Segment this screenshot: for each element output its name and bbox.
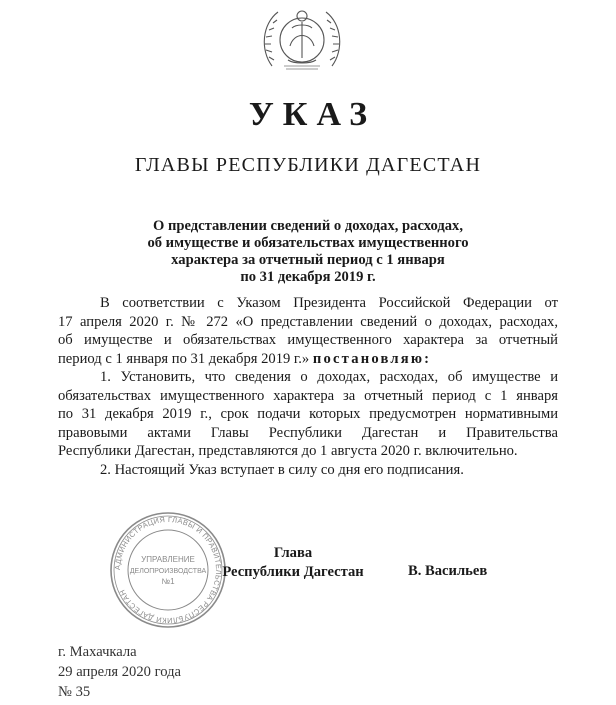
heading-line: О представлении сведений о доходах, расходах, <box>152 218 463 234</box>
item-1-line: 1. Установить, что сведения о доходах, расходах, об имуществе и <box>100 369 558 385</box>
coat-of-arms-emblem <box>254 2 350 74</box>
item-1-line: правовыми актами Главы Республики Дагестан и Правительства <box>58 424 558 441</box>
preamble-line-last <box>58 350 558 369</box>
seal-outer-text: АДМИНИСТРАЦИЯ ГЛАВЫ И ПРАВИТЕЛЬСТВА РЕСПУБЛИКИ ДАГЕСТАН <box>112 514 224 626</box>
preamble-line: В соответствии с Указом Президента Российской Федерации от <box>100 295 558 311</box>
resolution-word: постановляю: <box>312 350 432 367</box>
decree-issuer: ГЛАВЫ РЕСПУБЛИКИ ДАГЕСТАН <box>134 154 482 176</box>
decree-heading <box>110 218 506 286</box>
issue-city: г. Махачкала <box>58 644 137 660</box>
signatory-position-line: Глава <box>273 545 313 561</box>
seal-inner-line: №1 <box>161 577 175 586</box>
office-seal-stamp <box>108 510 228 630</box>
item-2-line: 2. Настоящий Указ вступает в силу со дня его подписания. <box>100 461 464 478</box>
decree-number: № 35 <box>58 684 91 700</box>
signatory-name: В. Васильев <box>408 563 488 579</box>
decree-footer <box>58 642 181 702</box>
item-1-line: по 31 декабря 2019 г., срок подачи которых предусмотрен нормативными <box>58 406 558 422</box>
decree-body <box>58 294 558 479</box>
item-1-line: обязательствах имущественного характера за отчетный период с 1 января <box>58 387 558 404</box>
item-1-line-last: Республики Дагестан, представляются до 1 августа 2020 г. включительно. <box>58 443 518 459</box>
preamble-line-text: период с 1 января по 31 декабря 2019 г.» <box>58 350 310 367</box>
heading-line: по 31 декабря 2019 г. <box>240 269 376 285</box>
preamble-line: об имуществе и обязательствах имущественного характера за отчетный <box>58 332 558 348</box>
issue-date: 29 апреля 2020 года <box>58 664 181 680</box>
decree-title: УКАЗ <box>248 96 377 133</box>
signatory-position <box>218 544 368 582</box>
seal-inner-line: ДЕЛОПРОИЗВОДСТВА <box>129 568 207 575</box>
seal-inner-line: УПРАВЛЕНИЕ <box>141 555 195 564</box>
heading-line: об имуществе и обязательствах имущественного <box>147 235 469 251</box>
preamble-line: 17 апреля 2020 г. № 272 «О представлении сведений о доходах, расходах, <box>58 313 558 330</box>
heading-line: характера за отчетный период с 1 января <box>171 252 445 268</box>
signatory-position-line: Республики Дагестан <box>222 564 364 580</box>
